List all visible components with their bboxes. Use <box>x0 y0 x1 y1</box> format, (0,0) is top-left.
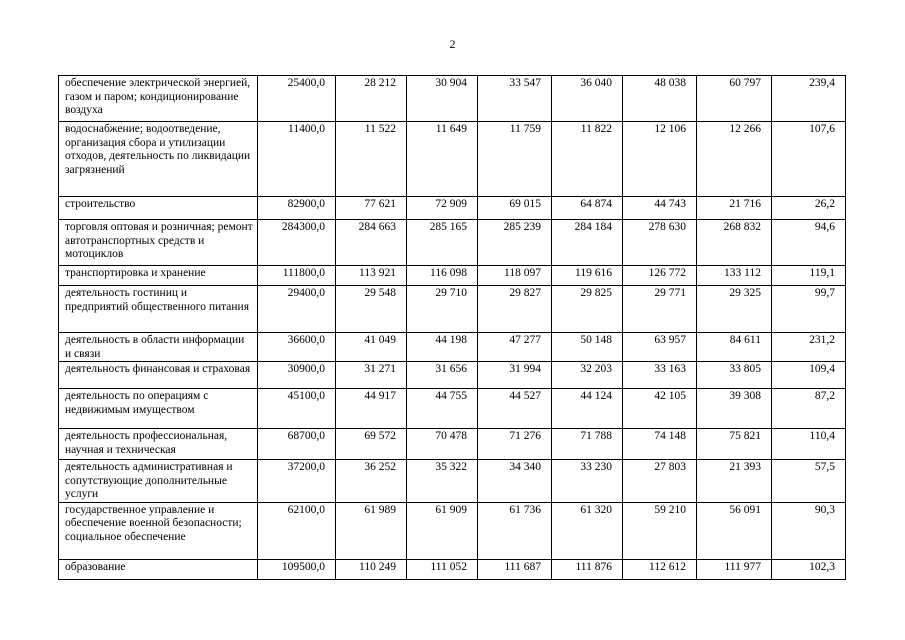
value-cell: 44 743 <box>623 197 697 220</box>
value-cell: 47 277 <box>478 333 552 362</box>
value-cell: 36 040 <box>552 76 623 122</box>
row-label: деятельность административная и сопутствующие дополнительные услуги <box>59 460 258 503</box>
value-cell: 72 909 <box>407 197 478 220</box>
table-row <box>59 429 846 460</box>
value-cell: 111 977 <box>697 559 772 579</box>
value-cell: 126 772 <box>623 266 697 286</box>
row-label: водоснабжение; водоотведение, организация сбора и утилизации отходов, деятельность по ликвидации загрязнений <box>59 122 258 197</box>
value-cell: 111 052 <box>407 559 478 579</box>
value-cell: 61 989 <box>336 502 407 559</box>
value-cell: 50 148 <box>552 333 623 362</box>
value-cell: 109500,0 <box>258 559 336 579</box>
row-label: торговля оптовая и розничная; ремонт автотранспортных средств и мотоциклов <box>59 220 258 266</box>
value-cell: 74 148 <box>623 429 697 460</box>
value-cell: 111 876 <box>552 559 623 579</box>
row-label: деятельность в области информации и связи <box>59 333 258 362</box>
value-cell: 36600,0 <box>258 333 336 362</box>
value-cell: 32 203 <box>552 362 623 389</box>
value-cell: 11400,0 <box>258 122 336 197</box>
row-label: деятельность профессиональная, научная и техническая <box>59 429 258 460</box>
value-cell: 33 230 <box>552 460 623 503</box>
value-cell: 39 308 <box>697 389 772 429</box>
value-cell: 29 827 <box>478 286 552 333</box>
row-label: деятельность финансовая и страховая <box>59 362 258 389</box>
value-cell: 112 612 <box>623 559 697 579</box>
value-cell: 59 210 <box>623 502 697 559</box>
value-cell: 284 663 <box>336 220 407 266</box>
table-row <box>59 559 846 579</box>
value-cell: 90,3 <box>772 502 846 559</box>
table-row <box>59 266 846 286</box>
value-cell: 285 239 <box>478 220 552 266</box>
value-cell: 44 527 <box>478 389 552 429</box>
value-cell: 102,3 <box>772 559 846 579</box>
value-cell: 133 112 <box>697 266 772 286</box>
table-row <box>59 502 846 559</box>
row-label: образование <box>59 559 258 579</box>
row-label: строительство <box>59 197 258 220</box>
value-cell: 56 091 <box>697 502 772 559</box>
value-cell: 285 165 <box>407 220 478 266</box>
value-cell: 71 276 <box>478 429 552 460</box>
value-cell: 11 649 <box>407 122 478 197</box>
value-cell: 29400,0 <box>258 286 336 333</box>
value-cell: 29 825 <box>552 286 623 333</box>
value-cell: 27 803 <box>623 460 697 503</box>
value-cell: 87,2 <box>772 389 846 429</box>
value-cell: 41 049 <box>336 333 407 362</box>
value-cell: 109,4 <box>772 362 846 389</box>
value-cell: 82900,0 <box>258 197 336 220</box>
value-cell: 119,1 <box>772 266 846 286</box>
value-cell: 26,2 <box>772 197 846 220</box>
table-row <box>59 220 846 266</box>
table-row <box>59 389 846 429</box>
value-cell: 33 805 <box>697 362 772 389</box>
value-cell: 110 249 <box>336 559 407 579</box>
table-row <box>59 333 846 362</box>
data-table <box>58 75 846 580</box>
value-cell: 42 105 <box>623 389 697 429</box>
value-cell: 45100,0 <box>258 389 336 429</box>
value-cell: 57,5 <box>772 460 846 503</box>
value-cell: 94,6 <box>772 220 846 266</box>
value-cell: 111 687 <box>478 559 552 579</box>
value-cell: 284 184 <box>552 220 623 266</box>
value-cell: 31 271 <box>336 362 407 389</box>
value-cell: 77 621 <box>336 197 407 220</box>
value-cell: 107,6 <box>772 122 846 197</box>
value-cell: 278 630 <box>623 220 697 266</box>
value-cell: 111800,0 <box>258 266 336 286</box>
value-cell: 44 755 <box>407 389 478 429</box>
value-cell: 34 340 <box>478 460 552 503</box>
row-label: транспортировка и хранение <box>59 266 258 286</box>
value-cell: 31 994 <box>478 362 552 389</box>
table-row <box>59 286 846 333</box>
value-cell: 29 710 <box>407 286 478 333</box>
value-cell: 12 106 <box>623 122 697 197</box>
row-label: обеспечение электрической энергией, газом и паром; кондиционирование воздуха <box>59 76 258 122</box>
value-cell: 284300,0 <box>258 220 336 266</box>
value-cell: 231,2 <box>772 333 846 362</box>
value-cell: 11 759 <box>478 122 552 197</box>
row-label: государственное управление и обеспечение военной безопасности; социальное обеспечение <box>59 502 258 559</box>
value-cell: 11 522 <box>336 122 407 197</box>
row-label: деятельность гостиниц и предприятий общественного питания <box>59 286 258 333</box>
value-cell: 118 097 <box>478 266 552 286</box>
value-cell: 60 797 <box>697 76 772 122</box>
value-cell: 75 821 <box>697 429 772 460</box>
value-cell: 30 904 <box>407 76 478 122</box>
value-cell: 44 124 <box>552 389 623 429</box>
value-cell: 64 874 <box>552 197 623 220</box>
value-cell: 62100,0 <box>258 502 336 559</box>
value-cell: 29 548 <box>336 286 407 333</box>
value-cell: 37200,0 <box>258 460 336 503</box>
value-cell: 29 771 <box>623 286 697 333</box>
value-cell: 29 325 <box>697 286 772 333</box>
table-row <box>59 197 846 220</box>
table-row <box>59 362 846 389</box>
value-cell: 69 015 <box>478 197 552 220</box>
value-cell: 68700,0 <box>258 429 336 460</box>
value-cell: 35 322 <box>407 460 478 503</box>
row-label: деятельность по операциям с недвижимым имуществом <box>59 389 258 429</box>
value-cell: 110,4 <box>772 429 846 460</box>
value-cell: 33 163 <box>623 362 697 389</box>
value-cell: 25400,0 <box>258 76 336 122</box>
value-cell: 36 252 <box>336 460 407 503</box>
table-row <box>59 460 846 503</box>
value-cell: 71 788 <box>552 429 623 460</box>
value-cell: 11 822 <box>552 122 623 197</box>
value-cell: 61 736 <box>478 502 552 559</box>
value-cell: 99,7 <box>772 286 846 333</box>
table-row <box>59 122 846 197</box>
value-cell: 268 832 <box>697 220 772 266</box>
value-cell: 44 198 <box>407 333 478 362</box>
value-cell: 33 547 <box>478 76 552 122</box>
value-cell: 12 266 <box>697 122 772 197</box>
value-cell: 28 212 <box>336 76 407 122</box>
value-cell: 239,4 <box>772 76 846 122</box>
value-cell: 21 716 <box>697 197 772 220</box>
value-cell: 61 320 <box>552 502 623 559</box>
value-cell: 113 921 <box>336 266 407 286</box>
value-cell: 44 917 <box>336 389 407 429</box>
value-cell: 30900,0 <box>258 362 336 389</box>
value-cell: 70 478 <box>407 429 478 460</box>
page-number: 2 <box>449 37 456 51</box>
table-row <box>59 76 846 122</box>
value-cell: 119 616 <box>552 266 623 286</box>
value-cell: 61 909 <box>407 502 478 559</box>
value-cell: 31 656 <box>407 362 478 389</box>
value-cell: 63 957 <box>623 333 697 362</box>
value-cell: 69 572 <box>336 429 407 460</box>
value-cell: 116 098 <box>407 266 478 286</box>
value-cell: 21 393 <box>697 460 772 503</box>
value-cell: 48 038 <box>623 76 697 122</box>
value-cell: 84 611 <box>697 333 772 362</box>
